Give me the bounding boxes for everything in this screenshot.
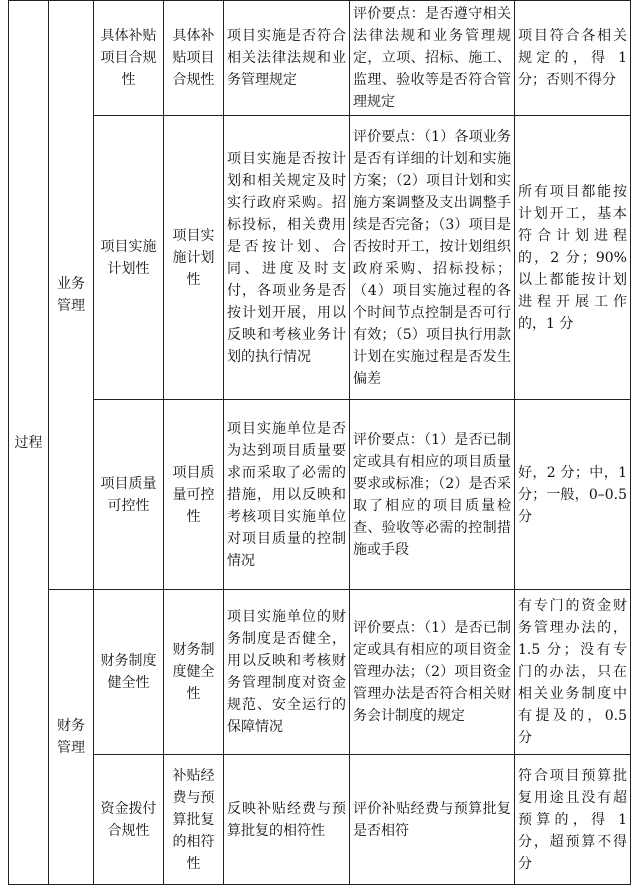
indicator-cell: 具体补贴项目合规性: [94, 1, 164, 116]
table-row: [9, 400, 631, 590]
criteria-cell: 评价补贴经费与预算批复是否相符: [350, 755, 515, 885]
sub-indicator-cell: 财务制度健全性: [164, 590, 224, 755]
score-cell: 好，2 分；中，1 分；一般，0–0.5 分: [515, 400, 631, 590]
score-cell: 符合项目预算批复用途且没有超预算的，得 1 分，超预算不得分: [515, 755, 631, 885]
criteria-cell: 评价要点：（1）是否已制定或具有相应的项目资金管理办法；（2）项目资金管理办法是否符合相关财务会计制度的规定: [350, 590, 515, 755]
description-cell: 反映补贴经费与预算批复的相符性: [224, 755, 350, 885]
sub-indicator-cell: 具体补贴项目合规性: [164, 1, 224, 116]
level1-cell: 过程: [9, 1, 49, 885]
performance-evaluation-table: [8, 0, 631, 885]
indicator-cell: 财务制度健全性: [94, 590, 164, 755]
sub-indicator-cell: 补贴经费与预算批复的相符性: [164, 755, 224, 885]
indicator-cell: 资金拨付合规性: [94, 755, 164, 885]
score-cell: 所有项目都能按计划开工，基本符合计划进程的，2 分；90%以上都能按计划进程开展工作的，1 分: [515, 116, 631, 400]
table-row: [9, 116, 631, 400]
sub-indicator-cell: 项目实施计划性: [164, 116, 224, 400]
indicator-cell: 项目质量可控性: [94, 400, 164, 590]
score-cell: 有专门的资金财务管理办法的，1.5 分；没有专门的办法，只在相关业务制度中有提及的，0.5 分: [515, 590, 631, 755]
sub-indicator-cell: 项目质量可控性: [164, 400, 224, 590]
criteria-cell: 评价要点：是否遵守相关法律法规和业务管理规定，立项、招标、施工、监理、验收等是否符合管理规定: [350, 1, 515, 116]
group-business-cell: 业务管理: [49, 1, 94, 590]
table-row: [9, 1, 631, 116]
score-cell: 项目符合各相关规定的，得 1 分；否则不得分: [515, 1, 631, 116]
description-cell: 项目实施单位是否为达到项目质量要求而采取了必需的措施，用以反映和考核项目实施单位对项目质量的控制情况: [224, 400, 350, 590]
table-row: [9, 590, 631, 755]
criteria-cell: 评价要点：（1）是否已制定或具有相应的项目质量要求或标准；（2）是否采取了相应的项目质量检查、验收等必需的控制措施或手段: [350, 400, 515, 590]
criteria-cell: 评价要点：（1）各项业务是否有详细的计划和实施方案；（2）项目计划和实施方案调整及支出调整手续是否完备；（3）项目是否按时开工，按计划组织政府采购、招标投标；（4）项目实施过程的各个时间节点控制是否可行有效；（5）项目执行用款计划在实施过程是否发生偏差: [350, 116, 515, 400]
description-cell: 项目实施单位的财务制度是否健全，用以反映和考核财务管理制度对资金规范、安全运行的保障情况: [224, 590, 350, 755]
table-row: [9, 755, 631, 885]
indicator-cell: 项目实施计划性: [94, 116, 164, 400]
group-finance-cell: 财务管理: [49, 590, 94, 885]
description-cell: 项目实施是否按计划和相关规定及时实行政府采购。招标投标，相关费用是否按计划、合同、进度及时支付，各项业务是否按计划开展，用以反映和考核业务计划的执行情况: [224, 116, 350, 400]
description-cell: 项目实施是否符合相关法律法规和业务管理规定: [224, 1, 350, 116]
